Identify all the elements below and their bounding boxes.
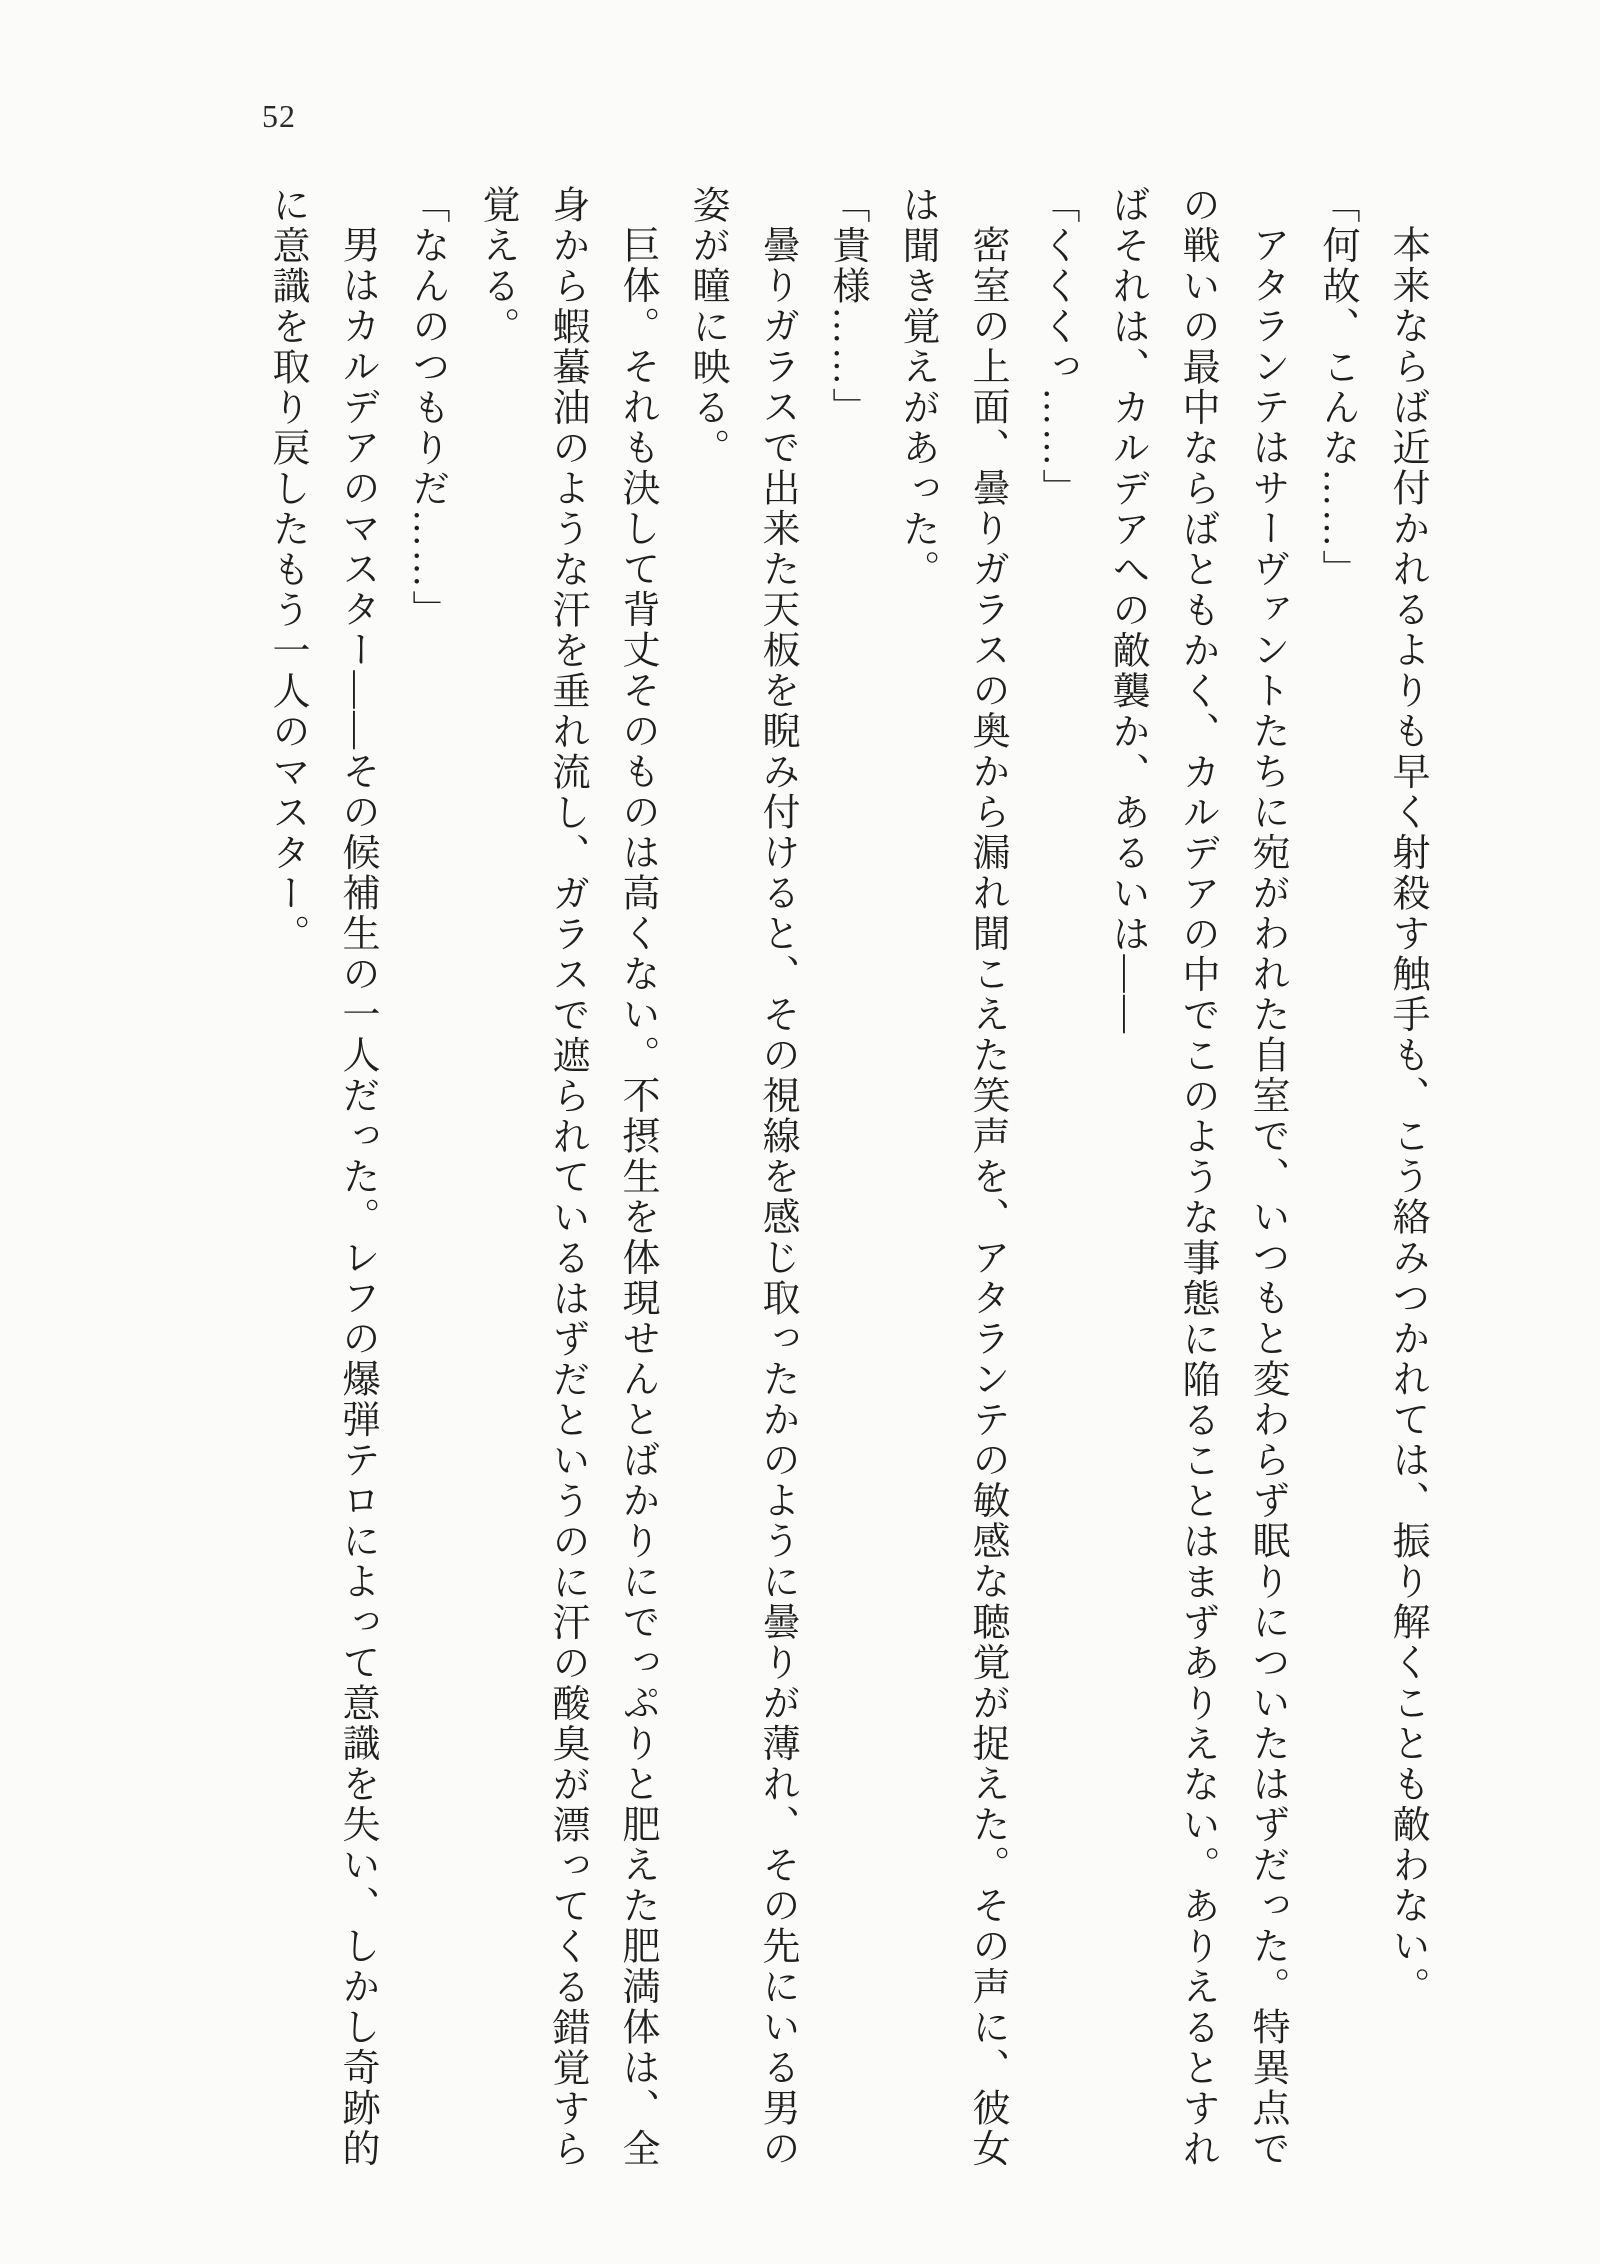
text-line: 密室の上面、曇りガラスの奥から漏れ聞こえた笑声を、アタランテの敏感な聴覚が捉えた。その声に、彼女 xyxy=(966,225,1008,2169)
text-line: 覚える。 xyxy=(476,185,518,347)
text-line: 身から蝦蟇油のような汗を垂れ流し、ガラスで遮られているはずだというのに汗の酸臭が漂ってくる錯覚すら xyxy=(546,185,588,2170)
text-line: 巨体。それも決して背丈そのものは高くない。不摂生を体現せんとばかりにでっぷりと肥えた肥満体は、全 xyxy=(616,225,658,2169)
text-block xyxy=(252,185,1442,2170)
text-line-dialogue: 「なんのつもりだ……」 xyxy=(406,185,448,631)
text-line: ばそれは、カルデアへの敵襲か、あるいは―― xyxy=(1106,185,1148,1036)
text-line: アタランテはサーヴァントたちに宛がわれた自室で、いつもと変わらず眠りについたはずだった。特異点で xyxy=(1246,225,1288,2169)
text-line: に意識を取り戻したもう一人のマスター。 xyxy=(266,185,308,955)
text-line: 本来ならば近付かれるよりも早く射殺す触手も、こう絡みつかれては、振り解くことも敵わない。 xyxy=(1386,225,1428,2007)
text-line-dialogue: 「貴様……」 xyxy=(826,185,868,428)
text-line: の戦いの最中ならばともかく、カルデアの中でこのような事態に陥ることはまずありえない。ありえるとすれ xyxy=(1176,185,1218,2170)
text-line: 姿が瞳に映る。 xyxy=(686,185,728,469)
text-line-dialogue: 「何故、こんな……」 xyxy=(1316,185,1358,590)
text-line: 曇りガラスで出来た天板を睨み付けると、その視線を感じ取ったかのように曇りが薄れ、その先にいる男の xyxy=(756,225,798,2169)
text-line: 男はカルデアのマスター――その候補生の一人だった。レフの爆弾テロによって意識を失い、しかし奇跡的 xyxy=(336,225,378,2169)
page-number: 52 xyxy=(262,98,296,134)
text-line: は聞き覚えがあった。 xyxy=(896,185,938,590)
text-line-dialogue: 「くくくっ……」 xyxy=(1036,185,1078,509)
